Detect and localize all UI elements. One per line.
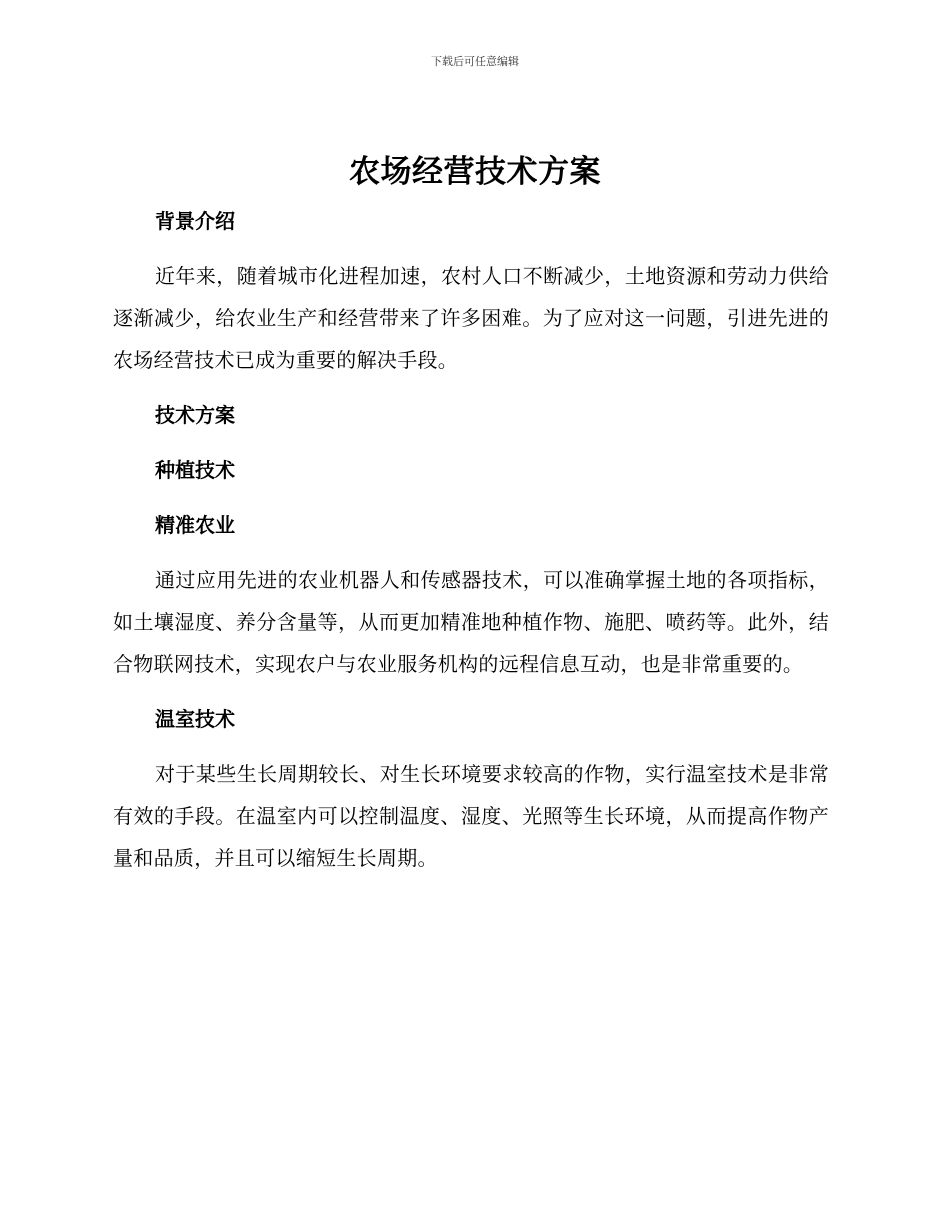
heading-background: 背景介绍 — [155, 209, 235, 233]
heading-greenhouse-technology: 温室技术 — [155, 707, 235, 731]
page-header-note: 下载后可任意编辑 — [431, 55, 519, 68]
document-title: 农场经营技术方案 — [349, 154, 601, 190]
heading-precision-agriculture: 精准农业 — [155, 513, 235, 537]
paragraph-precision-agriculture: 通过应用先进的农业机器人和传感器技术，可以准确掌握土地的各项指标，如土壤湿度、养分含量等，从而更加精准地种植作物、施肥、喷药等。此外，结合物联网技术，实现农户与农业服务机构的远程信息互动，也是非常重要的。 — [113, 568, 829, 676]
document-body — [113, 200, 829, 892]
heading-planting-technology: 种植技术 — [155, 458, 235, 482]
paragraph-background: 近年来，随着城市化进程加速，农村人口不断减少，土地资源和劳动力供给逐渐减少，给农业生产和经营带来了许多困难。为了应对这一问题，引进先进的农场经营技术已成为重要的解决手段。 — [113, 264, 829, 372]
heading-technical-plan: 技术方案 — [155, 403, 235, 427]
paragraph-greenhouse-technology: 对于某些生长周期较长、对生长环境要求较高的作物，实行温室技术是非常有效的手段。在温室内可以控制温度、湿度、光照等生长环境，从而提高作物产量和品质，并且可以缩短生长周期。 — [113, 762, 829, 870]
